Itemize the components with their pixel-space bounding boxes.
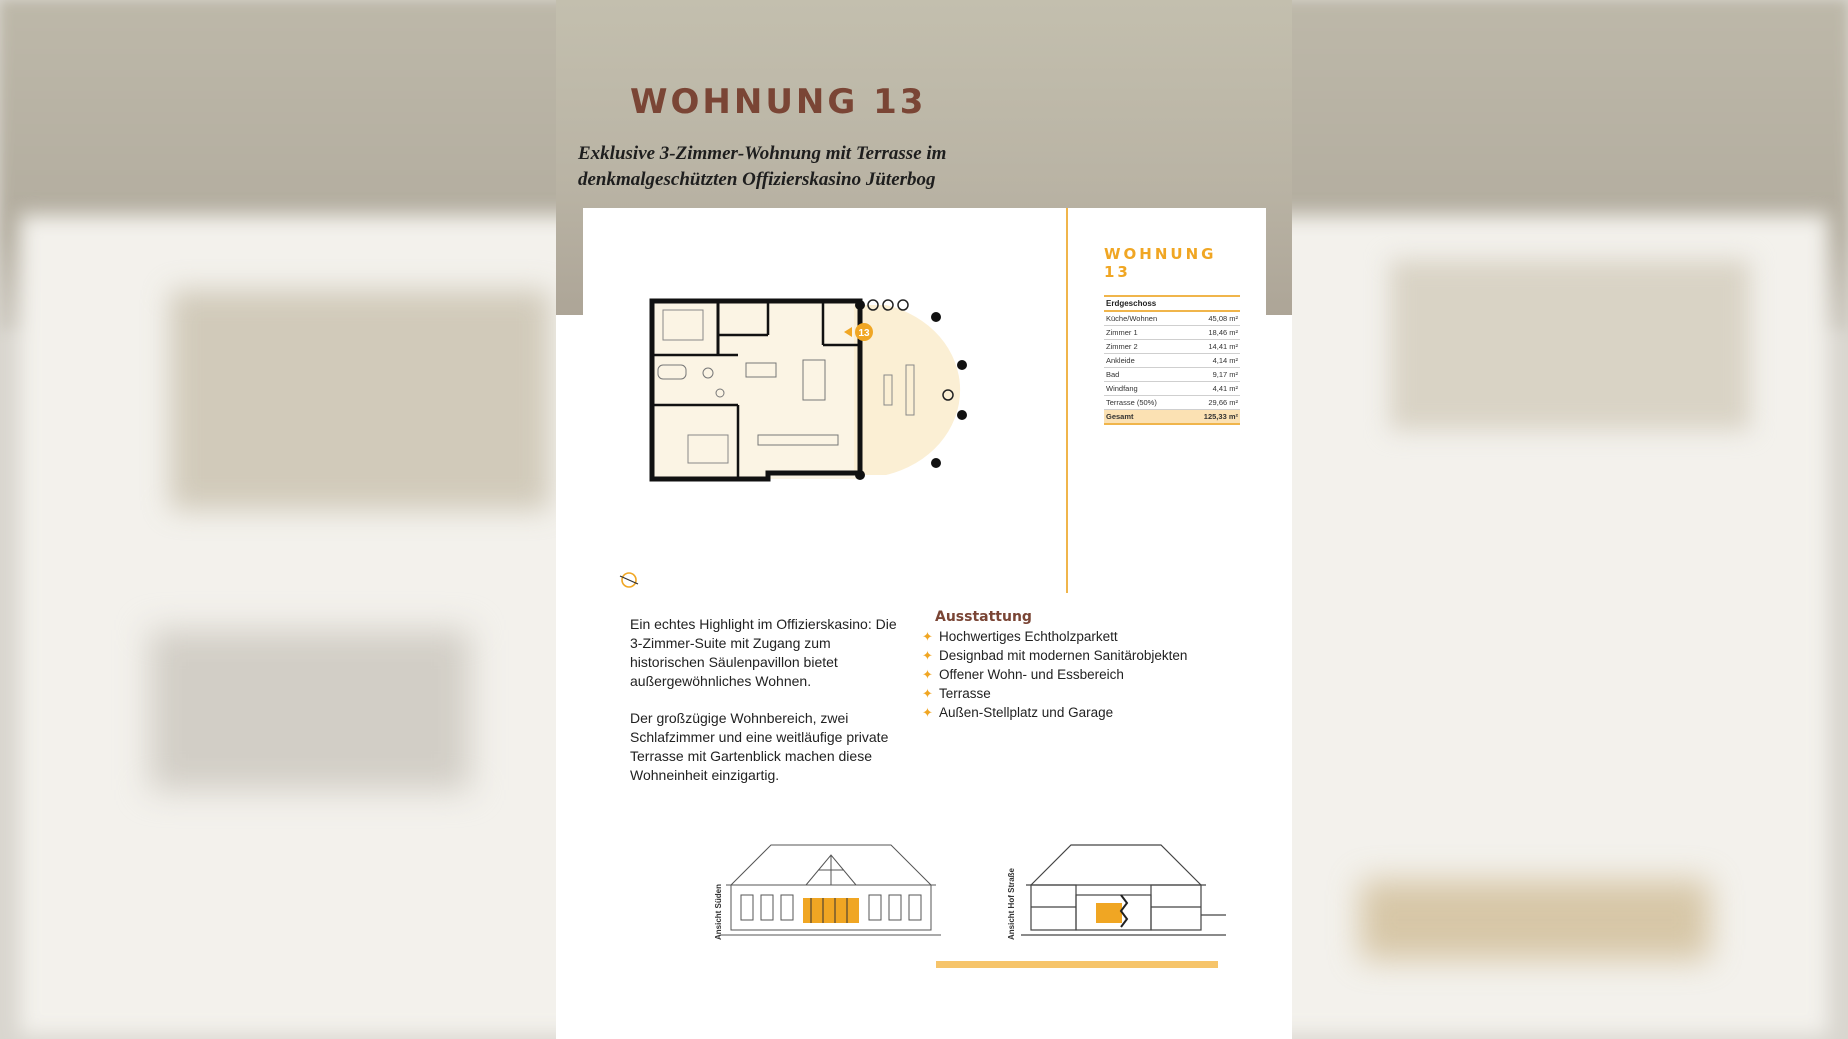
subtitle-line-2: denkmalgeschützten Offizierskasino Jüterbog [578, 169, 936, 190]
sparkle-icon: ✦ [922, 685, 933, 701]
table-row [1104, 312, 1240, 326]
area-table [1104, 245, 1240, 425]
row-label: Zimmer 2 [1106, 342, 1138, 351]
page-title: WOHNUNG 13 [630, 82, 927, 122]
feature-label: Außen-Stellplatz und Garage [939, 705, 1114, 720]
list-item [922, 665, 1222, 684]
row-value: 4,14 m² [1212, 356, 1238, 365]
list-item [922, 627, 1222, 646]
row-value: 4,41 m² [1212, 384, 1238, 393]
row-label: Terrasse (50%) [1106, 398, 1157, 407]
table-row [1104, 382, 1240, 396]
elevation-street-drawing [1001, 835, 1246, 945]
row-value: 45,08 m² [1208, 314, 1238, 323]
floor-plan [648, 295, 1018, 490]
unit-badge: 13 [858, 328, 870, 339]
sparkle-icon: ✦ [922, 666, 933, 682]
feature-label: Terrasse [939, 686, 991, 701]
sparkle-icon: ✦ [922, 628, 933, 644]
page-subtitle [578, 141, 998, 193]
table-row [1104, 340, 1240, 354]
row-label: Küche/Wohnen [1106, 314, 1158, 323]
elevation-south-drawing [711, 835, 951, 945]
elevation-street-label: Ansicht Hof Straße [1007, 867, 1016, 940]
feature-label: Hochwertiges Echtholzparkett [939, 629, 1118, 644]
subtitle-line-1: Exklusive 3-Zimmer-Wohnung mit Terrasse im [578, 143, 947, 164]
area-table-title: WOHNUNG 13 [1104, 245, 1217, 281]
vertical-divider [1066, 208, 1068, 593]
description-paragraph-1: Ein echtes Highlight im Offizierskasino: Die 3-Zimmer-Suite mit Zugang zum historischen Säulenpavillon bietet außergewöhnliches Wohnen. [630, 616, 897, 689]
features-list [922, 609, 1222, 722]
description-paragraph-2: Der großzügige Wohnbereich, zwei Schlafzimmer und eine weitläufige private Terrasse mit Gartenblick machen diese Wohneinheit einzigartig. [630, 710, 889, 783]
sparkle-icon: ✦ [922, 647, 933, 663]
total-row [1104, 410, 1240, 425]
list-item [922, 646, 1222, 665]
total-value: 125,33 m² [1203, 412, 1238, 421]
feature-label: Designbad mit modernen Sanitärobjekten [939, 648, 1188, 663]
row-label: Windfang [1106, 384, 1138, 393]
elevation-south-label: Ansicht Süden [714, 883, 723, 940]
row-value: 9,17 m² [1212, 370, 1238, 379]
table-row [1104, 368, 1240, 382]
accent-bar [936, 961, 1218, 968]
brochure-page [556, 0, 1292, 1039]
row-value: 18,46 m² [1208, 328, 1238, 337]
table-row [1104, 326, 1240, 340]
row-value: 14,41 m² [1208, 342, 1238, 351]
list-item [922, 684, 1222, 703]
table-row [1104, 396, 1240, 410]
total-label: Gesamt [1106, 412, 1134, 421]
area-table-section: Erdgeschoss [1104, 295, 1240, 312]
table-row [1104, 354, 1240, 368]
description [630, 615, 902, 803]
row-label: Zimmer 1 [1106, 328, 1138, 337]
features-title: Ausstattung [935, 609, 1032, 625]
row-value: 29,66 m² [1208, 398, 1238, 407]
list-item [922, 703, 1222, 722]
feature-label: Offener Wohn- und Essbereich [939, 667, 1124, 682]
row-label: Ankleide [1106, 356, 1135, 365]
compass-icon [616, 568, 640, 592]
row-label: Bad [1106, 370, 1120, 379]
sparkle-icon: ✦ [922, 704, 933, 720]
